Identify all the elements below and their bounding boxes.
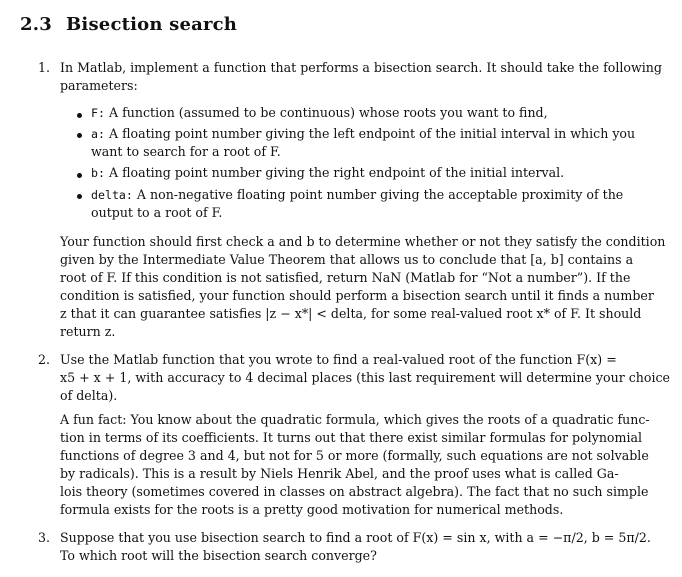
item-1-paragraph-line: return z.: [60, 324, 116, 339]
parameter-description: A floating point number giving the left endpoint of the initial interval in which you: [108, 126, 636, 141]
section-title: Bisection search: [66, 14, 238, 35]
item-1-paragraph-line: condition is satisfied, your function should perform a bisection search until it finds a number: [60, 288, 654, 303]
item-1-paragraph-line: Your function should first check a and b to determine whether or not they satisfy the condition: [60, 234, 666, 249]
item-2-intro-line: x5 + x + 1, with accuracy to 4 decimal places (this last requirement will determine your choice: [60, 370, 670, 385]
bullet-icon: [77, 113, 82, 118]
item-1-paragraph-line: root of F. If this condition is not satisfied, return NaN (Matlab for “Not a number”). If the: [60, 270, 631, 285]
parameter-name: delta:: [91, 188, 133, 202]
section-heading: [20, 14, 237, 35]
parameter-b: [91, 164, 564, 182]
item-3-intro-line: To which root will the bisection search converge?: [60, 548, 377, 563]
bullet-icon: [77, 133, 82, 138]
parameter-name: F:: [91, 106, 105, 120]
section-number: 2.3: [20, 14, 52, 35]
item-1-paragraph-line: z that it can guarantee satisfies |z − x*| < delta, for some real-valued root x* of F. It should: [60, 306, 642, 321]
item-2-number: 2.: [38, 352, 51, 367]
item-2-paragraph-line: by radicals). This is a result by Niels Henrik Abel, and the proof uses what is called Ga-: [60, 466, 619, 481]
item-2-intro-line: of delta).: [60, 388, 118, 403]
item-1-intro-line: parameters:: [60, 78, 138, 93]
parameter-name: b:: [91, 166, 105, 180]
parameter-a: [91, 125, 635, 143]
bullet-icon: [77, 194, 82, 199]
parameter-name: a:: [91, 127, 105, 141]
parameter-description: want to search for a root of F.: [91, 144, 281, 159]
parameter-description: output to a root of F.: [91, 205, 223, 220]
item-1-number: 1.: [38, 60, 51, 75]
item-2-paragraph-line: lois theory (sometimes covered in classes on abstract algebra). The fact that no such simple: [60, 484, 649, 499]
parameter-description: A function (assumed to be continuous) whose roots you want to find,: [108, 105, 548, 120]
item-2-paragraph-line: formula exists for the roots is a pretty good motivation for numerical methods.: [60, 502, 564, 517]
bullet-icon: [77, 173, 82, 178]
item-2-paragraph-line: functions of degree 3 and 4, but not for 5 or more (formally, such equations are not solvable: [60, 448, 649, 463]
item-1-paragraph-line: given by the Intermediate Value Theorem that allows us to conclude that [a, b] contains a: [60, 252, 634, 267]
item-1-intro-line: In Matlab, implement a function that performs a bisection search. It should take the following: [60, 60, 662, 75]
item-3-intro-line: Suppose that you use bisection search to find a root of F(x) = sin x, with a = −π/2, b = 5π/2.: [60, 530, 651, 545]
item-2-intro-line: Use the Matlab function that you wrote to find a real-valued root of the function F(x) =: [60, 352, 617, 367]
item-2-paragraph-line: tion in terms of its coefficients. It turns out that there exist similar formulas for polynomial: [60, 430, 643, 445]
parameter-f: [91, 104, 548, 122]
parameter-description: A non-negative floating point number giving the acceptable proximity of the: [136, 187, 624, 202]
parameter-delta: [91, 186, 623, 204]
item-2-paragraph-line: A fun fact: You know about the quadratic formula, which gives the roots of a quadratic func-: [60, 412, 650, 427]
parameter-description: A floating point number giving the right endpoint of the initial interval.: [108, 165, 565, 180]
item-3-number: 3.: [38, 530, 51, 545]
